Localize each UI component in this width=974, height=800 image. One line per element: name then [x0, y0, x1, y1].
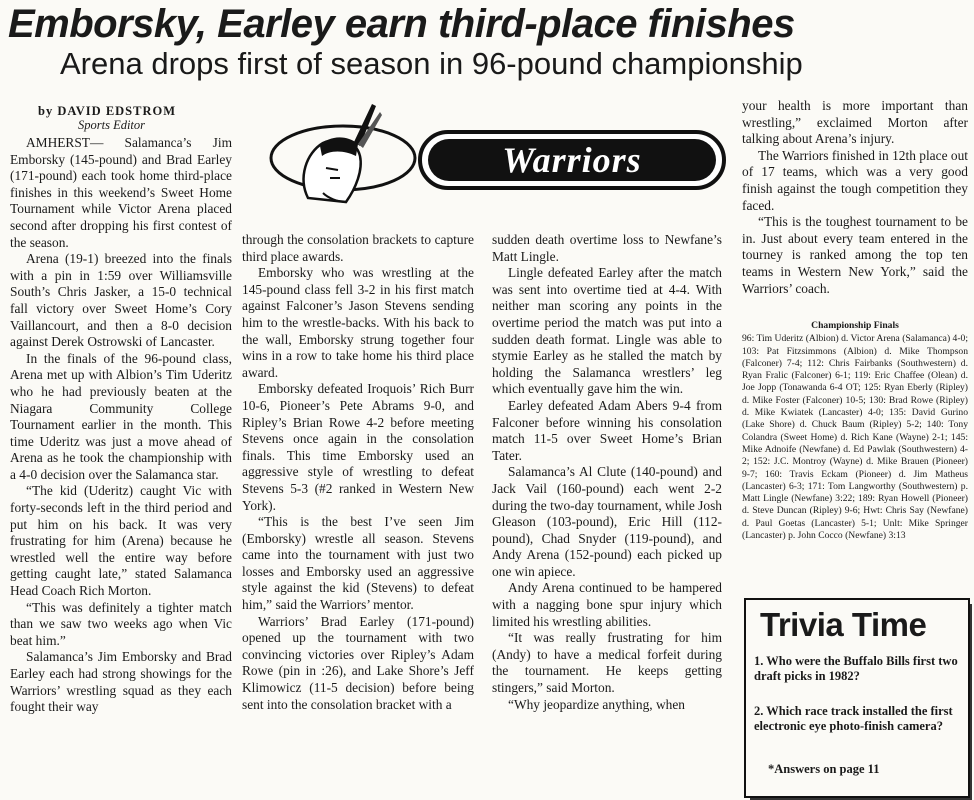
- article-column-3: [492, 232, 722, 713]
- paragraph: “This is the best I’ve seen Jim (Emborsky) wrestle all season. Stevens came into the tournament with just two losses and Emborsky used an aggressive style against the kid (Stevens) to defeat him,” said the Warriors’ mentor.: [242, 514, 474, 613]
- paragraph: Emborsky defeated Iroquois’ Rich Burr 10-6, Pioneer’s Pete Abrams 9-0, and Ripley’s Brian Rowe 4-2 before meeting Stevens once again in the consolation finals. This time Emborsky used an aggressive style of wrestling to defeat Stevens 5-3 (#2 ranked in Western New York).: [242, 381, 474, 513]
- paragraph: Arena (19-1) breezed into the finals with a pin in 1:59 over Williamsville South’s Chris Jasker, a 15-0 technical fall victory over Sweet Home’s Cory Vaillancourt, and then a 8-0 decision against Derek Ostrowski of Lancaster.: [10, 251, 232, 350]
- paragraph: “The kid (Uderitz) caught Vic with forty-seconds left in the third period and put him on his back. It was very frustrating for him (Arena) because he wrestled well the entire way before getting caught late,” stated Salamanca Head Coach Rich Morton.: [10, 483, 232, 599]
- championship-finals-heading: Championship Finals: [811, 320, 899, 331]
- trivia-box: [744, 598, 970, 798]
- banner-pill: [418, 130, 726, 190]
- banner-inner: [428, 139, 716, 181]
- byline-title: Sports Editor: [78, 118, 146, 132]
- warrior-head-icon: [268, 98, 418, 218]
- championship-finals-results: 96: Tim Uderitz (Albion) d. Victor Arena (Salamanca) 4-0; 103: Pat Fitzsimmons (Albion) d. Mike Thompson (Falconer) 7-4; 112: Chris Fairbanks (Southwestern) d. Ryan Fralic (Falconer) 6-1; 119: Eric Chaffee (Olean) d. Joe Jopp (Tonawanda 6-4 OT; 125: Ryan Eberly (Ripley) d. Mike Foster (Falconer) 10-5; 130: Brad Rowe (Ripley) d. Mike Kwiatek (Lancaster) 4-0; 135: David Gurino (Lake Shore) d. Chuck Baum (Ripley) 5-2; 140: Tony Colandra (Sweet Home) d. Rich Kane (Wayne) 2-1; 145: Mike Adnoife (Newfane) d. Ed Pawlak (Southwestern) 4-2; 152: J.C. Montroy (Wayne) d. Mike Brauen (Pioneer) 9-7; 160: Travis Eckam (Pioneer) d. Jim Matheus (Lancaster) 6-3; 171: Tom Langworthy (Southwestern) p. Matt Lingle (Newfane) 3:22; 189: Ryan Howell (Pioneer) d. Steve Duncan (Ripley) 9-6; Hwt: Chris Say (Newfane) d. Paul Goetas (Lancaster) 5-1; Unlt: Mike Springer (Lancaster) p. John Cocco (Newfane) 3:13: [742, 333, 968, 542]
- paragraph: “This is the toughest tournament to be in. Just about every team entered in the tourney is ranked among the top ten teams in Western New York,” said the Warriors’ coach.: [742, 214, 968, 296]
- trivia-question-1: 1. Who were the Buffalo Bills first two draft picks in 1982?: [754, 654, 958, 683]
- paragraph: Salamanca’s Al Clute (140-pound) and Jack Vail (160-pound) each went 2-2 during the two-day tournament, while Josh Gleason (103-pound), Eric Hill (112-pound), Chad Snyder (119-pound), and Andy Arena (152-pound) each picked up one win apiece.: [492, 464, 722, 579]
- headline: Emborsky, Earley earn third-place finishes: [8, 2, 795, 46]
- trivia-title: Trivia Time: [760, 606, 927, 643]
- paragraph: “This was definitely a tighter match than we saw two weeks ago when Vic beat him.”: [10, 599, 232, 648]
- paragraph: Warriors’ Brad Earley (171-pound) opened up the tournament with two convincing victories over Ripley’s Adam Rowe (pin in :26), and Lake Shore’s Jeff Klimowicz (11-5 decision) before being sent into the consolation bracket with a: [242, 613, 474, 712]
- article-column-1: [10, 135, 232, 716]
- article-column-2: [242, 232, 474, 713]
- paragraph: In the finals of the 96-pound class, Arena met up with Albion’s Tim Uderitz who he had previously beaten at the Niagara Community College Tournament earlier in the month. This time Uderitz was just a move ahead of Arena as he took the championship with a 4-0 decision over the Salamanca star.: [10, 350, 232, 482]
- subheadline: Arena drops first of season in 96-pound championship: [60, 46, 803, 81]
- paragraph: AMHERST— Salamanca’s Jim Emborsky (145-pound) and Brad Earley (171-pound) each took home third-place finishes in this weekend’s Sweet Home Tournament while Victor Arena placed second after dropping his first contest of the season.: [10, 135, 232, 250]
- warriors-banner: [268, 98, 728, 218]
- championship-finals: [742, 320, 968, 542]
- paragraph: your health is more important than wrestling,” exclaimed Morton after talking about Arena’s injury.: [742, 98, 968, 147]
- paragraph: Andy Arena continued to be hampered with a nagging bone spur injury which limited his wrestling abilities.: [492, 580, 722, 629]
- paragraph: “Why jeopardize anything, when: [508, 696, 685, 712]
- paragraph: Emborsky who was wrestling at the 145-pound class fell 3-2 in his first match against Falconer’s Jason Stevens sending him to the wrestle-backs. With his back to the wall, Emborsky strung together four wins in a row to take home his third place award.: [242, 265, 474, 380]
- paragraph: Earley defeated Adam Abers 9-4 from Falconer before winning his consolation match 11-5 over Sweet Home’s Brian Tater.: [492, 397, 722, 463]
- paragraph: Lingle defeated Earley after the match was sent into overtime tied at 4-4. With neither man scoring any points in the overtime period the match was put into a sudden death format. Lingle was able to stymie Earley as he stalled the match by holding the Salamanca wrestlers’ leg which eventually gave him the win.: [492, 265, 722, 397]
- paragraph: “It was really frustrating for him (Andy) to have a medical forfeit during the tournament. He keeps getting stingers,” said Morton.: [492, 630, 722, 696]
- trivia-question-2: 2. Which race track installed the first electronic eye photo-finish camera?: [754, 704, 953, 733]
- trivia-answers-note: *Answers on page 11: [768, 762, 880, 776]
- article-column-4: [742, 98, 968, 297]
- paragraph: Salamanca’s Jim Emborsky and Brad Earley each had strong showings for the Warriors’ wrestling squad as they each fought their way: [10, 649, 232, 715]
- banner-title: Warriors: [502, 140, 642, 180]
- paragraph: through the consolation brackets to capture third place awards.: [242, 232, 474, 264]
- paragraph: sudden death overtime loss to Newfane’s Matt Lingle.: [492, 232, 722, 264]
- paragraph: The Warriors finished in 12th place out of 17 teams, which was a very good finish against the tough competition they faced.: [742, 147, 968, 213]
- byline-name: by DAVID EDSTROM: [38, 104, 177, 118]
